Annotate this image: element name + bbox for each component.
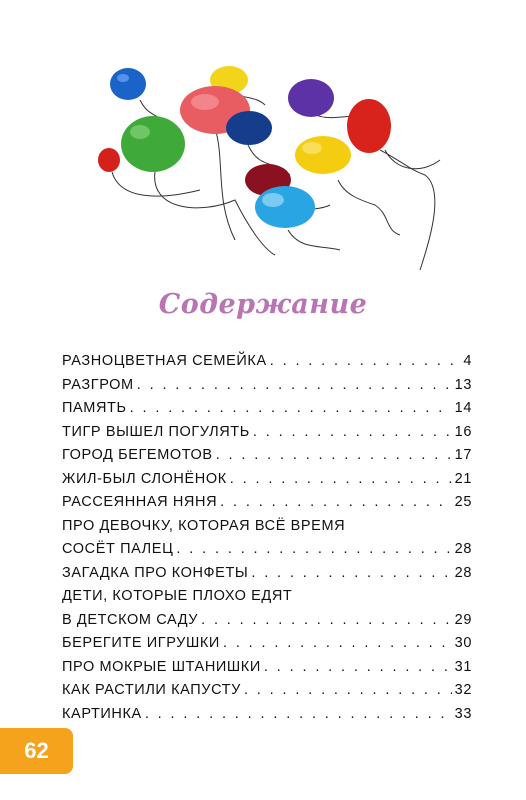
toc-entry[interactable]: [62, 656, 472, 680]
dot-leader: [220, 491, 452, 515]
toc-entry[interactable]: [62, 679, 472, 703]
toc-page-number: 30: [454, 635, 472, 651]
toc-title: ЖИЛ-БЫЛ СЛОНЁНОК: [62, 470, 227, 487]
toc-title-line1: ДЕТИ, КОТОРЫЕ ПЛОХО ЕДЯТ: [62, 588, 293, 604]
page-number-tab: [0, 728, 73, 774]
toc-entry[interactable]: [62, 421, 472, 445]
toc-title: РАЗНОЦВЕТНАЯ СЕМЕЙКА: [62, 353, 267, 369]
toc-title: РАССЕЯННАЯ НЯНЯ: [62, 494, 218, 510]
toc-title: ПАМЯТЬ: [62, 400, 127, 416]
dot-leader: [244, 679, 452, 703]
dot-leader: [176, 538, 451, 562]
toc-title: БЕРЕГИТЕ ИГРУШКИ: [62, 635, 220, 651]
toc-entry[interactable]: [62, 444, 472, 468]
dot-leader: [251, 562, 451, 586]
toc-title: ЗАГАДКА ПРО КОНФЕТЫ: [62, 564, 249, 581]
toc-title: СОСЁТ ПАЛЕЦ: [62, 541, 174, 557]
toc-entry[interactable]: [62, 632, 472, 656]
balloons-illustration: [0, 0, 526, 290]
toc-page-number: 33: [454, 705, 472, 722]
toc-page-number: 25: [454, 494, 472, 510]
toc-title: ТИГР ВЫШЕЛ ПОГУЛЯТЬ: [62, 423, 250, 440]
toc-page-number: 28: [454, 564, 472, 581]
dot-leader: [264, 656, 452, 680]
toc-title: В ДЕТСКОМ САДУ: [62, 611, 199, 628]
toc-page-number: 14: [454, 400, 472, 416]
toc-title-line1: ПРО ДЕВОЧКУ, КОТОРАЯ ВСЁ ВРЕМЯ: [62, 517, 346, 534]
toc-entry[interactable]: [62, 585, 472, 632]
dot-leader: [223, 632, 452, 656]
toc-entry[interactable]: [62, 562, 472, 586]
toc-page-number: 29: [454, 611, 472, 628]
toc-title: КАК РАСТИЛИ КАПУСТУ: [62, 682, 241, 698]
toc-page-number: 31: [454, 658, 472, 675]
dot-leader: [137, 374, 452, 398]
toc-entry[interactable]: [62, 515, 472, 562]
toc-page-number: 32: [454, 682, 472, 698]
toc-entry[interactable]: [62, 491, 472, 515]
contents-heading: Содержание: [158, 289, 368, 320]
toc-page-number: 17: [454, 447, 472, 463]
toc-entry[interactable]: [62, 703, 472, 727]
dot-leader: [201, 609, 452, 633]
dot-leader: [130, 397, 452, 421]
toc-title: РАЗГРОМ: [62, 376, 134, 393]
toc-page-number: 21: [454, 470, 472, 487]
dot-leader: [270, 350, 455, 374]
toc-entry[interactable]: [62, 397, 472, 421]
dot-leader: [216, 444, 452, 468]
toc-page-number: 16: [454, 423, 472, 440]
toc-page-number: 4: [463, 353, 472, 369]
toc-entry[interactable]: [62, 350, 472, 374]
toc-page-number: 28: [454, 541, 472, 557]
page-number: 62: [24, 738, 49, 763]
toc-title: КАРТИНКА: [62, 705, 142, 722]
toc-entry[interactable]: [62, 374, 472, 398]
toc-title: ПРО МОКРЫЕ ШТАНИШКИ: [62, 658, 261, 675]
dot-leader: [145, 703, 452, 727]
table-of-contents: [62, 350, 472, 726]
toc-page-number: 13: [454, 376, 472, 393]
toc-entry[interactable]: [62, 468, 472, 492]
toc-title: ГОРОД БЕГЕМОТОВ: [62, 447, 213, 463]
dot-leader: [253, 421, 452, 445]
dot-leader: [230, 468, 452, 492]
